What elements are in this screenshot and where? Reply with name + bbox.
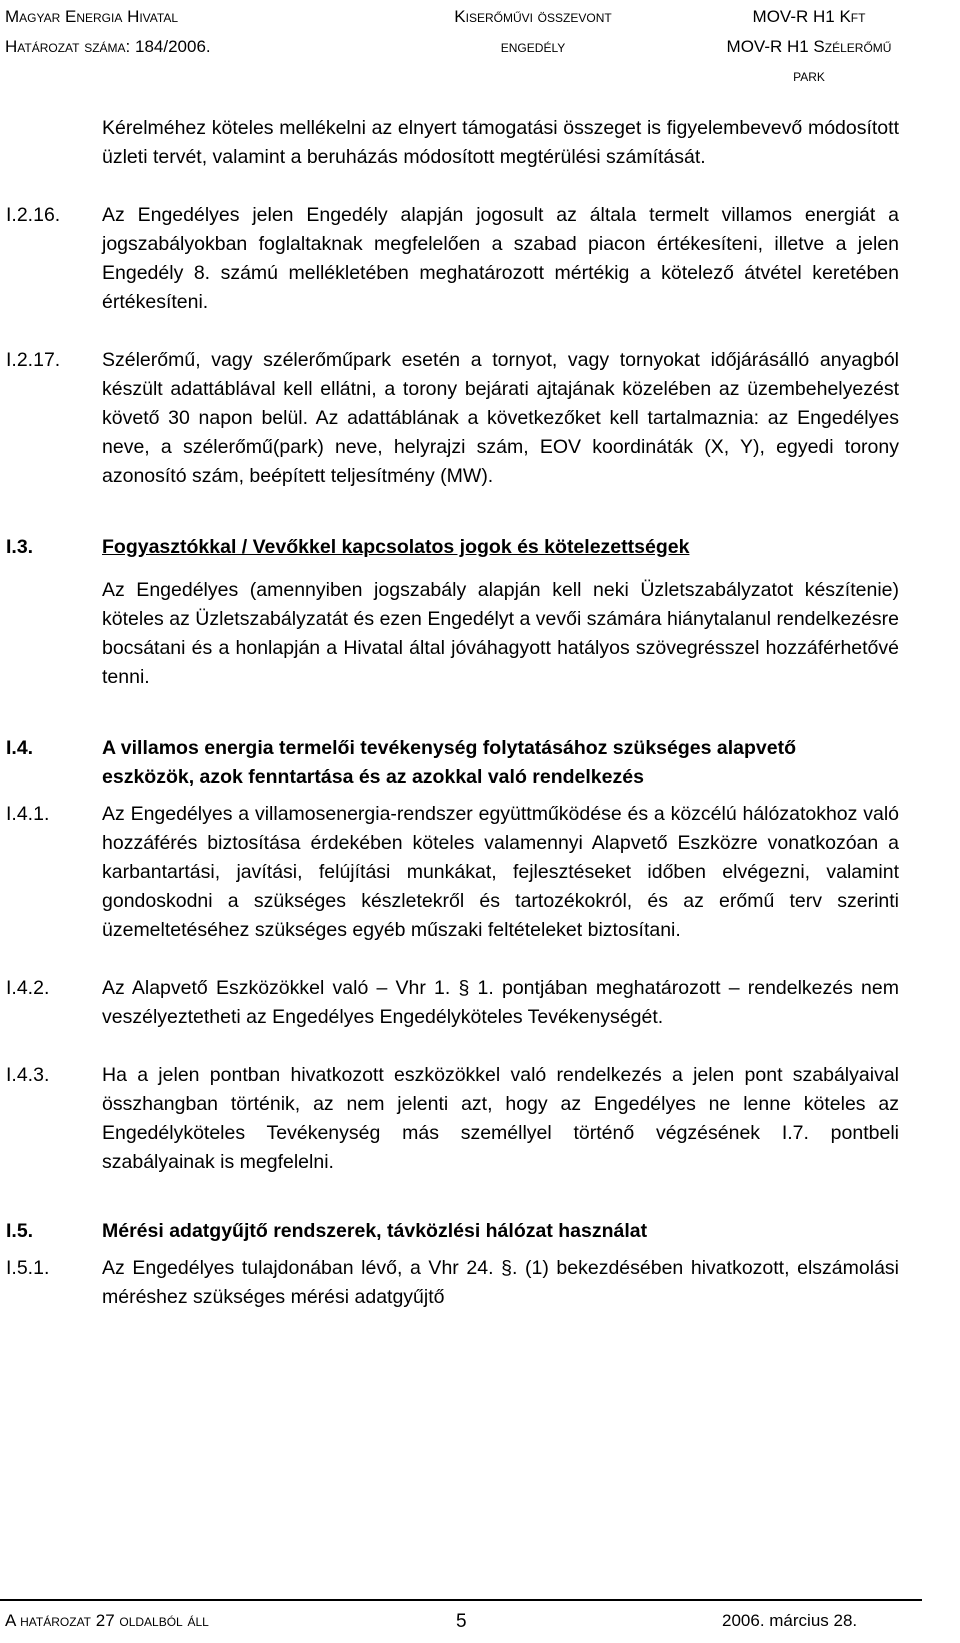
clause-text: Szélerőmű, vagy szélerőműpark esetén a tornyot, vagy tornyokat időjárásálló anyagból készült adattáblával kell ellátni, a torony bejárati ajtajának közelében az üzembehelyezést követő 30 napon belül. Az adattáblának a következőket kell tartalmaznia: az Engedélyes neve, a szélerőmű(park) neve, helyrajzi szám, EOV koordináták (X, Y), egyedi torony azonosító szám, beépített teljesítmény (MW). <box>102 349 899 487</box>
clause-text: Ha a jelen pontban hivatkozott eszközökkel való rendelkezés a jelen pont szabályaival összhangban történik, az nem jelenti azt, hogy az Engedélyes ne lenne köteles az Engedélyköteles Tevékenység más személlyel történő végzésének I.7. pontbeli szabályainak is megfelelni. <box>102 1064 899 1173</box>
page-count-note: A határozat 27 oldalból áll <box>5 1611 209 1630</box>
header-license-type <box>408 2 658 62</box>
section-number: I.4. <box>6 737 34 759</box>
page-number: 5 <box>456 1611 467 1632</box>
paragraph-continuation <box>0 114 960 172</box>
clause-text: Az Alapvető Eszközökkel való – Vhr 1. § 1. pontjában meghatározott – rendelkezés nem veszélyeztetheti az Engedélyes Engedélyköteles Tevékenységét. <box>102 977 899 1028</box>
clause-i-4-2 <box>0 974 960 1032</box>
section-number: I.3. <box>6 536 34 558</box>
clause-i-5-1 <box>0 1254 960 1312</box>
authority-name: Magyar Energia Hivatal <box>5 7 179 26</box>
clause-number: I.5.1. <box>6 1257 50 1279</box>
section-i-4 <box>0 734 960 792</box>
clause-number: I.4.1. <box>6 803 50 825</box>
clause-text: Az Engedélyes a villamosenergia-rendszer együttműködése és a közcélú hálózatokhoz való hozzáférés biztosítása érdekében köteles valamennyi Alapvető Eszközre vonatkozóan a karbantartási, javítási, felújítási munkákat, fejlesztéseket időben elvégezni, valamint gondoskodni a szükséges készletekről és tartozékokról, és az erőmű terv szerinti üzemeltetéséhez szükséges egyéb műszaki feltételeket biztosítani. <box>102 803 899 941</box>
header-licensee <box>678 2 940 90</box>
page-header <box>0 0 960 85</box>
clause-number: I.2.16. <box>6 204 61 226</box>
resolution-number: Határozat száma: 184/2006. <box>5 37 211 56</box>
paragraph-text: Az Engedélyes (amennyiben jogszabály alapján kell neki Üzletszabályzatot készítenie) köteles az Üzletszabályzatát és ezen Engedélyt a vevői számára hiánytalanul rendelkezésre bocsátani és a honlapján a Hivatal által jóváhagyott hatályos szövegrésszel hozzáférhetővé tenni. <box>102 579 899 688</box>
section-heading: Mérési adatgyűjtő rendszerek, távközlési hálózat használat <box>102 1220 648 1242</box>
section-number: I.5. <box>6 1220 34 1242</box>
section-i-3-body <box>0 576 960 692</box>
paragraph-text: Kérelméhez köteles mellékelni az elnyert támogatási összeget is figyelembevevő módosított üzleti tervét, valamint a beruházás módosított megtérülési számítását. <box>102 117 899 168</box>
clause-i-4-1 <box>0 800 960 945</box>
clause-text: Az Engedélyes jelen Engedély alapján jogosult az általa termelt villamos energiát a jogszabályokban foglaltaknak megfelelően a szabad piacon értékesíteni, illetve a jelen Engedély 8. számú mellékletében meghatározott mértékig a kötelező átvétel keretében értékesíteni. <box>102 204 899 313</box>
clause-number: I.2.17. <box>6 349 61 371</box>
licensee-name: MOV-R H1 Kft <box>752 7 866 26</box>
header-authority <box>5 2 335 62</box>
plant-name-cont: park <box>793 66 825 85</box>
section-i-3 <box>0 533 960 562</box>
section-heading: Fogyasztókkal / Vevőkkel kapcsolatos jogok és kötelezettségek <box>102 536 690 558</box>
document-body <box>0 114 960 1312</box>
license-type-line1: Kiserőművi összevont <box>454 7 612 26</box>
section-i-5 <box>0 1217 960 1246</box>
clause-i-4-3 <box>0 1061 960 1177</box>
clause-number: I.4.3. <box>6 1064 50 1086</box>
plant-name: MOV-R H1 Szélerőmű <box>726 37 892 56</box>
clause-text: Az Engedélyes tulajdonában lévő, a Vhr 24. §. (1) bekezdésében hivatkozott, elszámolási méréshez szükséges mérési adatgyűjtő <box>102 1257 899 1308</box>
clause-i-2-17 <box>0 346 960 491</box>
license-type-line2: engedély <box>500 37 566 56</box>
document-date: 2006. március 28. <box>722 1611 858 1630</box>
clause-i-2-16 <box>0 201 960 317</box>
section-heading: A villamos energia termelői tevékenység folytatásához szükséges alapvető eszközök, azok fenntartása és az azokkal való rendelkezés <box>102 737 796 788</box>
clause-number: I.4.2. <box>6 977 50 999</box>
page-footer <box>0 1601 960 1643</box>
